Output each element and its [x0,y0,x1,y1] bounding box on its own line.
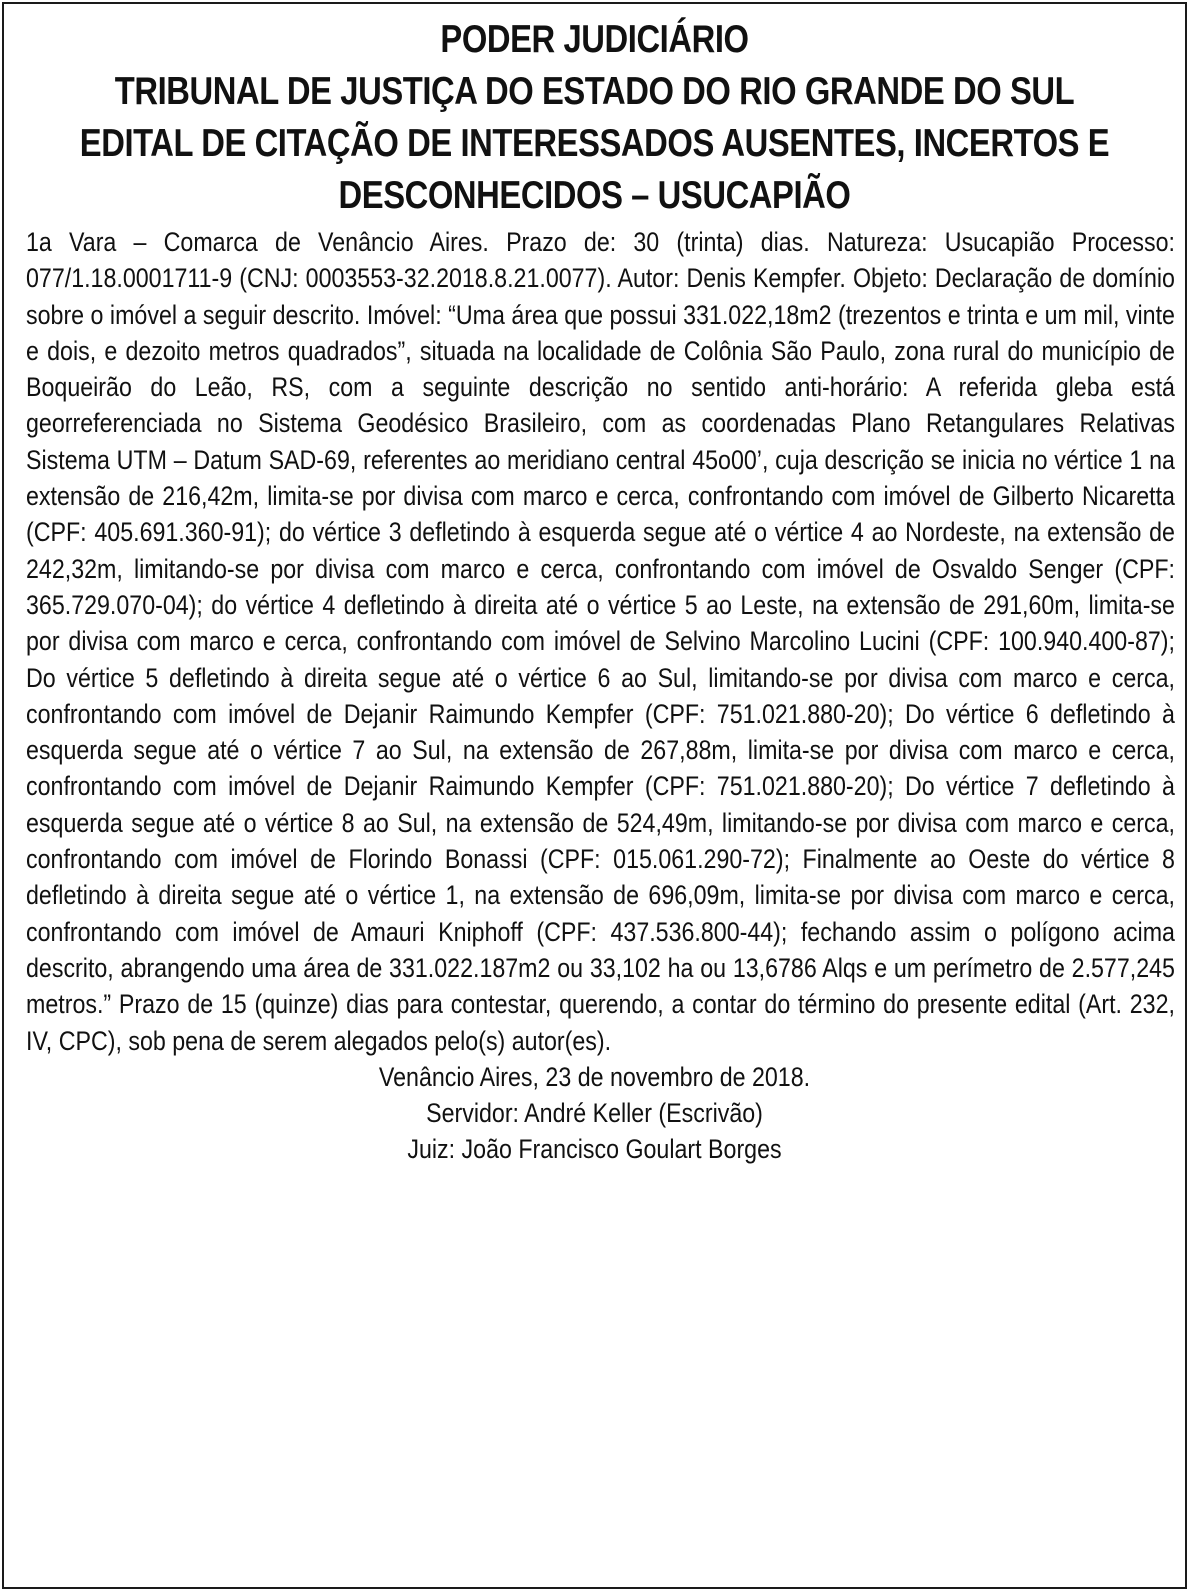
notice-body: 1a Vara – Comarca de Venâncio Aires. Prazo de: 30 (trinta) dias. Natureza: Usucapião Processo: 077/1.18.0001711-9 (CNJ: 0003553-32.2018.8.21.0077). Autor: Denis Kempfer. Objeto: Declaração de domínio sobre o imóvel a seguir descrito. Imóvel: “Uma área que possui 331.022,18m2 (trezentos e trinta e um mil, vinte e dois, e dezoito metros quadrados”, situada na localidade de Colônia São Paulo, zona rural do município de Boqueirão do Leão, RS, com a seguinte descrição no sentido anti-horário: A referida gleba está georreferenciada no Sistema Geodésico Brasileiro, com as coordenadas Plano Retangulares Relativas Sistema UTM – Datum SAD-69, referentes ao meridiano central 45o00’, cuja descrição se inicia no vértice 1 na extensão de 216,42m, limita-se por divisa com marco e cerca, confrontando com imóvel de Gilberto Nicaretta (CPF: 405.691.360-91); do vértice 3 defletindo à esquerda segue até o vértice 4 ao Nordeste, na extensão de 242,32m, limitando-se por divisa com marco e cerca, confrontando com imóvel de Osvaldo Senger (CPF: 365.729.070-04); do vértice 4 defletindo à direita até o vértice 5 ao Leste, na extensão de 291,60m, limita-se por divisa com marco e cerca, confrontando com imóvel de Selvino Marcolino Lucini (CPF: 100.940.400-87); Do vértice 5 defletindo à direita segue até o vértice 6 ao Sul, limitando-se por divisa com marco e cerca, confrontando com imóvel de Dejanir Raimundo Kempfer (CPF: 751.021.880-20); Do vértice 6 defletindo à esquerda segue até o vértice 7 ao Sul, na extensão de 267,88m, limita-se por divisa com marco e cerca, confrontando com imóvel de Dejanir Raimundo Kempfer (CPF: 751.021.880-20); Do vértice 7 defletindo à esquerda segue até o vértice 8 ao Sul, na extensão de 524,49m, limitando-se por divisa com marco e cerca, confrontando com imóvel de Florindo Bonassi (CPF: 015.061.290-72); Finalmente ao Oeste do vértice 8 defletindo à direita segue até o vértice 1, na extensão de 696,09m, limita-se por divisa com marco e cerca, confrontando com imóvel de Amauri Kniphoff (CPF: 437.536.800-44); fechando assim o polígono acima descrito, abrangendo uma área de 331.022.187m2 ou 33,102 ha ou 13,6786 Alqs e um perímetro de 2.577,245 metros.” Prazo de 15 (quinze) dias para contestar, querendo, a contar do término do presente edital (Art. 232, IV, CPC), sob pena de serem alegados pelo(s) autor(es). [26,227,1175,1056]
notice-header [25,14,1165,222]
judge-name: Juiz: João Francisco Goulart Borges [407,1134,782,1165]
header-tribunal: TRIBUNAL DE JUSTIÇA DO ESTADO DO RIO GRANDE DO SUL [114,70,1075,113]
header-notice-title: EDITAL DE CITAÇÃO DE INTERESSADOS AUSENTES, INCERTOS E [79,122,1110,165]
header-court-branch: PODER JUDICIÁRIO [440,18,749,61]
legal-notice [2,2,1187,1589]
header-notice-subtitle: DESCONHECIDOS – USUCAPIÃO [338,174,851,217]
place-date: Venâncio Aires, 23 de novembro de 2018. [378,1061,811,1092]
clerk-name: Servidor: André Keller (Escrivão) [426,1098,763,1129]
notice-signature [2,1059,1186,1168]
